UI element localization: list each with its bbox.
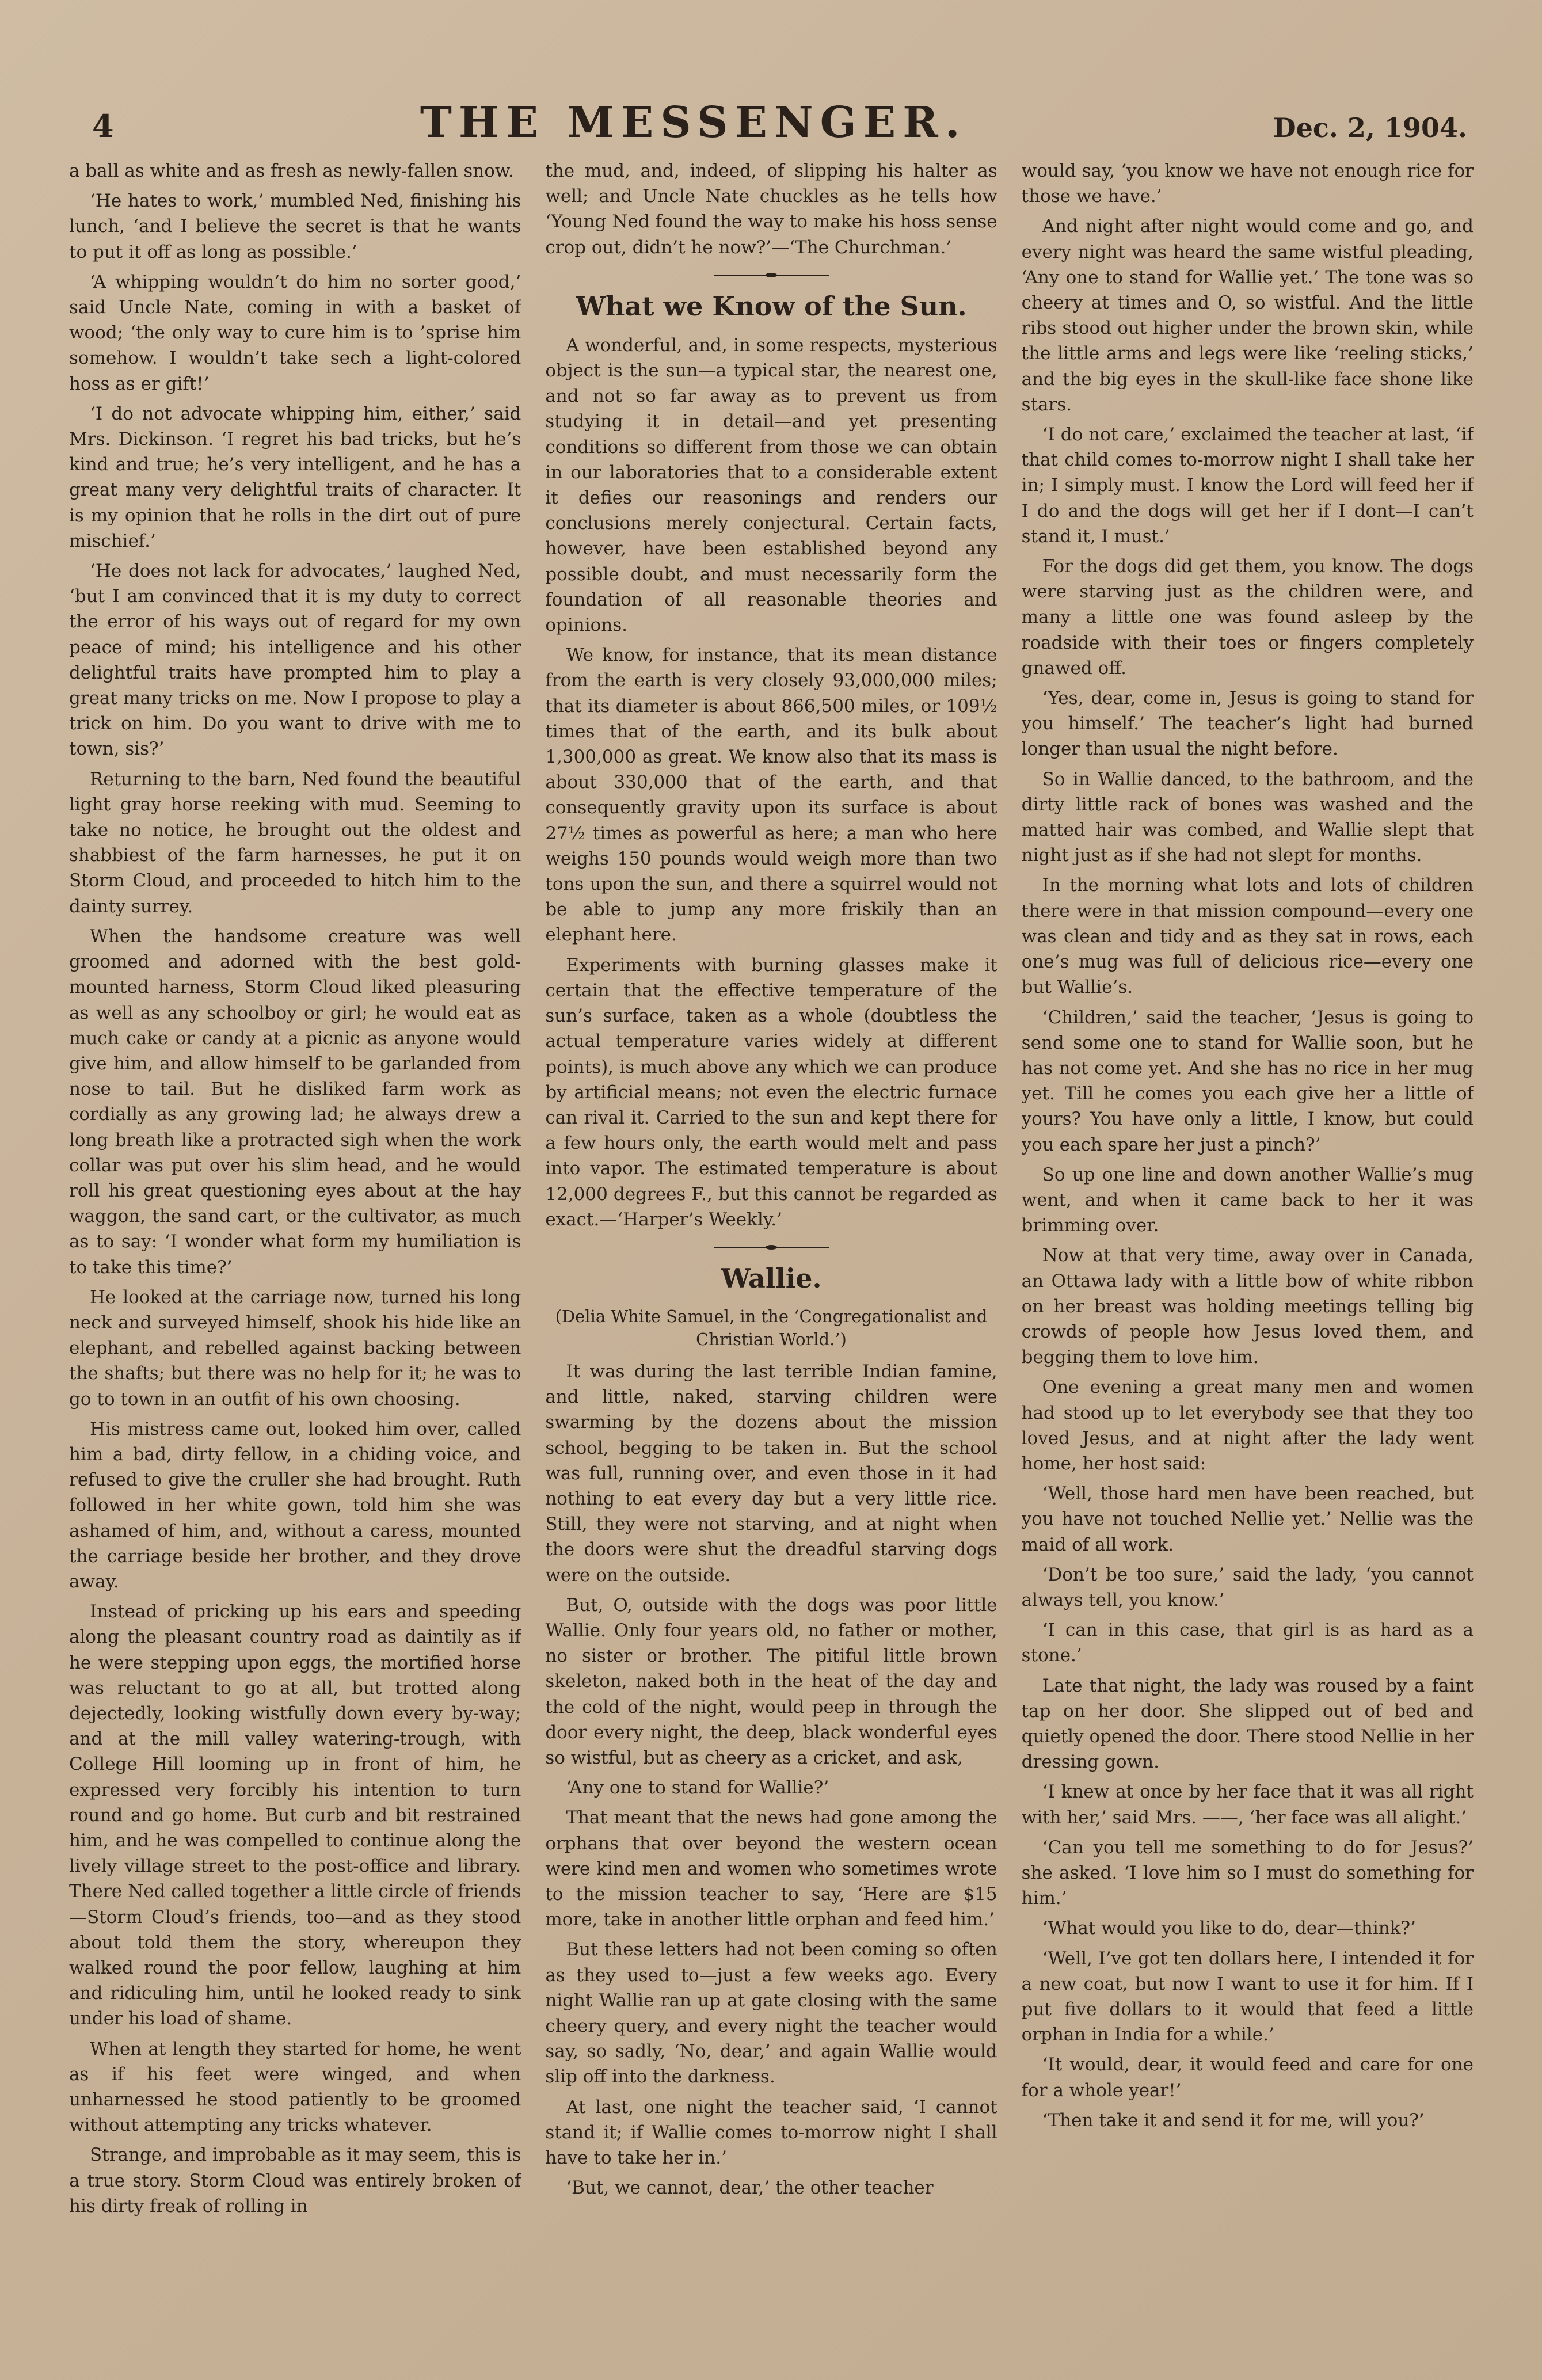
paragraph: Experiments with burning glasses make it certain that the effective temperature of the sun’s surface, taken as a whole (doubtless the actual temperature varies widely at different points), is much above any which we can produce by artificial means; not even the electric furnace can rival it. Carried to the sun and kept there for a few hours only, the earth would melt and pass into vapor. The estimated temperature is about 12,000 degrees F., but this cannot be regarded as exact.—‘Harper’s Weekly.’ <box>545 954 997 1230</box>
paragraph: ‘He does not lack for advocates,’ laughed Ned, ‘but I am convinced that it is my duty to correct the error of his ways out of regard for my own peace of mind; his intelligence and his other delightful traits have prompted him to play a great many tricks on me. Now I propose to play a trick on him. Do you want to drive with me to town, sis?’ <box>69 561 521 760</box>
masthead-title: THE MESSENGER. <box>420 98 967 147</box>
paragraph: One evening a great many men and women had stood up to let everybody see that they too loved Jesus, and at night after the lady went home, her host said: <box>1021 1377 1474 1474</box>
paragraph: ‘Can you tell me something to do for Jesus?’ she asked. ‘I love him so I must do something for him.’ <box>1021 1837 1474 1909</box>
paragraph: would say, ‘you know we have not enough rice for those we have.’ <box>1021 161 1474 207</box>
paragraph: ‘Well, those hard men have been reached, but you have not touched Nellie yet.’ Nellie was the maid of all work. <box>1021 1483 1474 1555</box>
paragraph: Now at that very time, away over in Canada, an Ottawa lady with a little bow of white ribbon on her breast was holding meetings telling big crowds of people how Jesus loved them, and begging them to love him. <box>1021 1245 1474 1368</box>
paragraph: It was during the last terrible Indian famine, and little, naked, starving children were swarming by the dozens about the mission school, begging to be taken in. But the school was full, running over, and even those in it had nothing to eat every day but a very little rice. Still, they were not starving, and at night when the doors were shut the dreadful starving dogs were on the outside. <box>545 1361 997 1586</box>
paragraph: His mistress came out, looked him over, called him a bad, dirty fellow, in a chiding voice, and refused to give the cruller she had brought. Ruth followed in her white gown, told him she was ashamed of him, and, without a caress, mounted the carriage beside her brother, and they drove away. <box>69 1418 521 1592</box>
paragraph: ‘I can in this case, that girl is as hard as a stone.’ <box>1021 1620 1474 1666</box>
paragraph: When the handsome creature was well groomed and adorned with the best gold-mounted harness, Storm Cloud liked pleasuring as well as any schoolboy or girl; he would eat as much cake or candy at a picnic as anyone would give him, and allow himself to be garlanded from nose to tail. But he disliked farm work as cordially as any growing lad; he always drew a long breath like a protracted sigh when the work collar was put over his slim head, and he would roll his great questioning eyes about at the hay waggon, the sand cart, or the cultivator, as much as to say: ‘I wonder what form my humiliation is to take this time?’ <box>69 926 521 1278</box>
paragraph: ‘He hates to work,’ mumbled Ned, finishing his lunch, ‘and I believe the secret is that he wants to put it off as long as possible.’ <box>69 191 521 262</box>
article-byline: (Delia White Samuel, in the ‘Congregationalist and Christian World.’) <box>555 1306 988 1349</box>
paragraph: Strange, and improbable as it may seem, this is a true story. Storm Cloud was entirely broken of his dirty freak of rolling in <box>69 2145 521 2217</box>
paragraph: ‘A whipping wouldn’t do him no sorter good,’ said Uncle Nate, coming in with a basket of wood; ‘the only way to cure him is to ’sprise him somehow. I wouldn’t take sech a light-colored hoss as er gift!’ <box>69 271 521 394</box>
paragraph: A wonderful, and, in some respects, mysterious object is the sun—a typical star, the nearest one, and not so far away as to prevent us from studying it in detail—and yet presenting conditions so different from those we can obtain in our laboratories that to a considerable extent it defies our reasonings and renders our conclusions merely conjectural. Certain facts, however, have been established beyond any possible doubt, and must necessarily form the foundation of all reasonable theories and opinions. <box>545 334 997 636</box>
paragraph: But, O, outside with the dogs was poor little Wallie. Only four years old, no father or mother, no sister or brother. The pitiful little brown skeleton, naked both in the heat of the day and the cold of the night, would peep in through the door every night, the deep, black wonderful eyes so wistful, but as cheery as a cricket, and ask, <box>545 1594 997 1768</box>
article-columns <box>69 158 1474 2334</box>
paragraph: In the morning what lots and lots of children there were in that mission compound—every one was clean and tidy and as they sat in rows, each one’s mug was full of delicious rice—every one but Wallie’s. <box>1021 875 1474 998</box>
paragraph: ‘I do not advocate whipping him, either,’ said Mrs. Dickinson. ‘I regret his bad tricks, but he’s kind and true; he’s very intelligent, and he has a great many very delightful traits of character. It is my opinion that he rolls in the dirt out of pure mischief.’ <box>69 403 521 551</box>
page-number: 4 <box>92 108 114 144</box>
paragraph: Late that night, the lady was roused by a faint tap on her door. She slipped out of bed and quietly opened the door. There stood Nellie in her dressing gown. <box>1021 1675 1474 1773</box>
paragraph: We know, for instance, that its mean distance from the earth is very closely 93,000,000 miles; that its diameter is about 866,500 miles, or 109½ times that of the earth, and its bulk about 1,300,000 as great. We know also that its mass is about 330,000 that of the earth, and that consequently gravity upon its surface is about 27½ times as powerful as here; a man who here weighs 150 pounds would weigh more than two tons upon the sun, and there a squirrel would not be able to jump any more friskily than an elephant here. <box>545 645 997 946</box>
column-2 <box>545 158 997 2334</box>
paragraph: And night after night would come and go, and every night was heard the same wistful pleading, ‘Any one to stand for Wallie yet.’ The tone was so cheery at times and O, so wistful. And the little ribs stood out higher under the brown skin, while the little arms and legs were like ‘reeling sticks,’ and the big eyes in the skull-like face shone like stars. <box>1021 216 1474 415</box>
column-1 <box>69 158 521 2334</box>
paragraph: For the dogs did get them, you know. The dogs were starving just as the children were, and many a little one was found asleep by the roadside with their toes or fingers completely gnawed off. <box>1021 556 1474 679</box>
article-title-wallie: Wallie. <box>721 1262 822 1294</box>
paragraph: ‘Any one to stand for Wallie?’ <box>566 1777 829 1799</box>
paragraph: So up one line and down another Wallie’s mug went, and when it came back to her it was brimming over. <box>1021 1164 1474 1236</box>
paragraph: ‘Well, I’ve got ten dollars here, I intended it for a new coat, but now I want to use it for him. If I put five dollars to it would that feed a little orphan in India for a while.’ <box>1021 1948 1474 2046</box>
section-divider <box>708 272 835 279</box>
paragraph: ‘Yes, dear, come in, Jesus is going to stand for you himself.’ The teacher’s light had burned longer than usual the night before. <box>1021 688 1474 760</box>
paragraph: ‘But, we cannot, dear,’ the other teacher <box>566 2177 934 2199</box>
paragraph: Returning to the barn, Ned found the beautiful light gray horse reeking with mud. Seeming to take no notice, he brought out the oldest and shabbiest of the farm harnesses, he put it on Storm Cloud, and proceeded to hitch him to the dainty surrey. <box>69 768 521 917</box>
paragraph: a ball as white and as fresh as newly-fallen snow. <box>69 161 514 181</box>
paragraph: ‘I do not care,’ exclaimed the teacher at last, ‘if that child comes to-morrow night I shall take her in; I simply must. I know the Lord will feed her if I do and the dogs will get her if I dont—I can’t stand it, I must.’ <box>1021 424 1474 547</box>
paragraph: ‘Don’t be too sure,’ said the lady, ‘you cannot always tell, you know.’ <box>1021 1564 1474 1610</box>
section-divider <box>708 1244 835 1251</box>
issue-date: Dec. 2, 1904. <box>1273 112 1467 143</box>
paragraph: the mud, and, indeed, of slipping his halter as well; and Uncle Nate chuckles as he tells how ‘Young Ned found the way to make his hoss sense crop out, didn’t he now?’—‘The Churchman.’ <box>545 161 997 258</box>
paragraph: ‘It would, dear, it would feed and care for one for a whole year!’ <box>1021 2054 1474 2101</box>
column-3 <box>1022 158 1474 2334</box>
paragraph: So in Wallie danced, to the bathroom, and the dirty little rack of bones was washed and the matted hair was combed, and Wallie slept that night just as if she had not slept for months. <box>1021 768 1474 866</box>
paragraph: Instead of pricking up his ears and speeding along the pleasant country road as daintily as if he were stepping upon eggs, the mortified horse was reluctant to go at all, but trotted along dejectedly, looking wistfully down every by-way; and at the mill valley watering-trough, with College Hill looming up in front of him, he expressed very forcibly his intention to turn round and go home. But curb and bit restrained him, and he was compelled to continue along the lively village street to the post-office and library. There Ned called together a little circle of friends—Storm Cloud’s friends, too—and as they stood about told them the story, whereupon they walked round the poor fellow, laughing at him and ridiculing him, until he looked ready to sink under his load of shame. <box>69 1601 521 2029</box>
paragraph: ‘I knew at once by her face that it was all right with her,’ said Mrs. ——, ‘her face was all alight.’ <box>1021 1781 1474 1828</box>
paragraph: That meant that the news had gone among the orphans that over beyond the western ocean were kind men and women who sometimes wrote to the mission teacher to say, ‘Here are $15 more, take in another little orphan and feed him.’ <box>545 1807 997 1930</box>
paragraph: ‘Then take it and send it for me, will you?’ <box>1042 2109 1425 2131</box>
page-header <box>92 98 1467 150</box>
article-title-sun: What we Know of the Sun. <box>576 290 967 322</box>
paragraph: But these letters had not been coming so often as they used to—just a few weeks ago. Every night Wallie ran up at gate closing with the same cheery query, and every night the teacher would say, so sadly, ‘No, dear,’ and again Wallie would slip off into the darkness. <box>545 1939 997 2088</box>
paragraph: ‘Children,’ said the teacher, ‘Jesus is going to send some one to stand for Wallie soon, but he has not come yet. And she has no rice in her mug yet. Till he comes you each give her a little of yours? You have only a little, I know, but could you each spare her just a pinch?’ <box>1021 1007 1474 1155</box>
paragraph: At last, one night the teacher said, ‘I cannot stand it; if Wallie comes to-morrow night I shall have to take her in.’ <box>545 2096 997 2169</box>
paragraph: ‘What would you like to do, dear—think?’ <box>1042 1918 1416 1939</box>
paragraph: He looked at the carriage now, turned his long neck and surveyed himself, shook his hide like an elephant, and rebelled against backing between the shafts; but there was no help for it; he was to go to town in an outfit of his own choosing. <box>69 1286 521 1410</box>
paragraph: When at length they started for home, he went as if his feet were winged, and when unharnessed he stood patiently to be groomed without attempting any tricks whatever. <box>69 2038 521 2136</box>
